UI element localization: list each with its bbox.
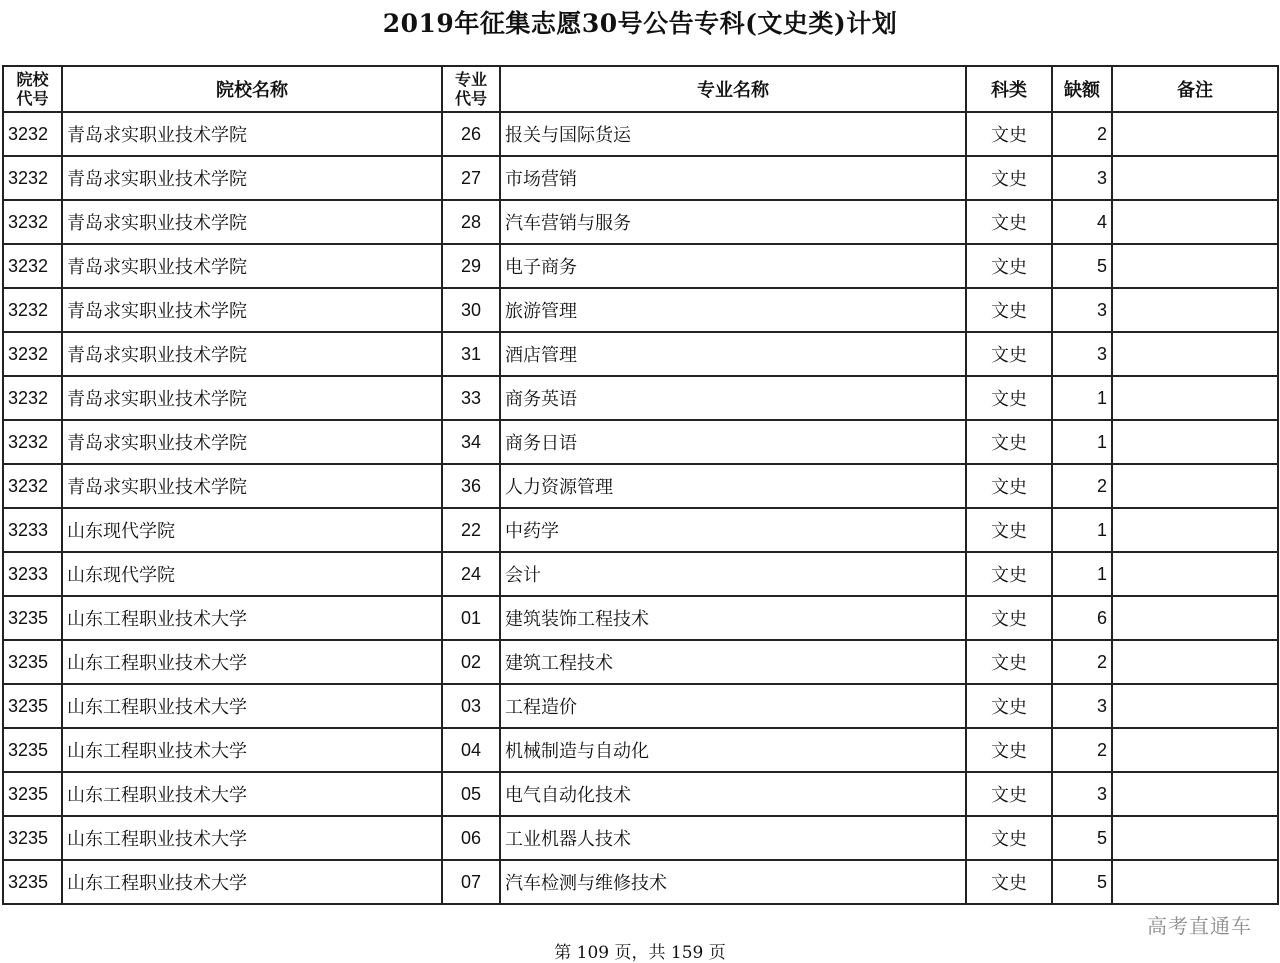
cell-notes: [1112, 772, 1278, 816]
table-row: [3, 420, 1278, 464]
cell-vacancies: 4: [1052, 200, 1112, 244]
header-notes: 备注: [1112, 66, 1278, 112]
cell-category: 文史: [966, 508, 1052, 552]
cell-school-name: 青岛求实职业技术学院: [62, 332, 442, 376]
cell-vacancies: 1: [1052, 508, 1112, 552]
cell-school-code: 3232: [3, 376, 62, 420]
cell-major-code: 22: [442, 508, 500, 552]
cell-notes: [1112, 596, 1278, 640]
cell-vacancies: 1: [1052, 376, 1112, 420]
cell-major-code: 26: [442, 112, 500, 156]
header-row: [3, 66, 1278, 112]
enrollment-plan-table: [2, 65, 1279, 905]
table-row: [3, 156, 1278, 200]
cell-vacancies: 1: [1052, 552, 1112, 596]
cell-notes: [1112, 684, 1278, 728]
cell-category: 文史: [966, 332, 1052, 376]
cell-major-name: 汽车检测与维修技术: [500, 860, 966, 904]
cell-school-code: 3232: [3, 420, 62, 464]
cell-category: 文史: [966, 728, 1052, 772]
cell-vacancies: 2: [1052, 728, 1112, 772]
cell-vacancies: 3: [1052, 288, 1112, 332]
table-row: [3, 552, 1278, 596]
cell-category: 文史: [966, 156, 1052, 200]
cell-school-name: 山东现代学院: [62, 552, 442, 596]
cell-major-code: 02: [442, 640, 500, 684]
cell-school-name: 青岛求实职业技术学院: [62, 112, 442, 156]
cell-school-code: 3232: [3, 112, 62, 156]
cell-vacancies: 5: [1052, 860, 1112, 904]
cell-school-code: 3235: [3, 640, 62, 684]
cell-major-code: 31: [442, 332, 500, 376]
cell-notes: [1112, 244, 1278, 288]
cell-notes: [1112, 552, 1278, 596]
cell-major-code: 27: [442, 156, 500, 200]
cell-school-name: 山东工程职业技术大学: [62, 860, 442, 904]
header-major-code-line2: 代号: [454, 89, 487, 108]
table-row: [3, 860, 1278, 904]
cell-school-name: 青岛求实职业技术学院: [62, 464, 442, 508]
cell-notes: [1112, 508, 1278, 552]
cell-major-code: 33: [442, 376, 500, 420]
table-row: [3, 772, 1278, 816]
cell-category: 文史: [966, 464, 1052, 508]
cell-major-name: 会计: [500, 552, 966, 596]
cell-school-code: 3232: [3, 156, 62, 200]
cell-major-name: 电气自动化技术: [500, 772, 966, 816]
cell-school-name: 山东工程职业技术大学: [62, 684, 442, 728]
header-school-name: 院校名称: [62, 66, 442, 112]
cell-notes: [1112, 376, 1278, 420]
cell-major-name: 工业机器人技术: [500, 816, 966, 860]
cell-major-name: 汽车营销与服务: [500, 200, 966, 244]
cell-school-code: 3232: [3, 332, 62, 376]
watermark: 高考直通车: [1147, 914, 1252, 938]
cell-major-name: 旅游管理: [500, 288, 966, 332]
cell-vacancies: 5: [1052, 816, 1112, 860]
cell-category: 文史: [966, 640, 1052, 684]
cell-category: 文史: [966, 816, 1052, 860]
cell-major-name: 商务日语: [500, 420, 966, 464]
cell-category: 文史: [966, 684, 1052, 728]
cell-major-code: 36: [442, 464, 500, 508]
cell-category: 文史: [966, 376, 1052, 420]
header-major-code-line1: 专业: [454, 70, 487, 89]
table-row: [3, 596, 1278, 640]
cell-category: 文史: [966, 200, 1052, 244]
cell-notes: [1112, 332, 1278, 376]
cell-notes: [1112, 464, 1278, 508]
cell-school-code: 3233: [3, 552, 62, 596]
cell-school-name: 青岛求实职业技术学院: [62, 376, 442, 420]
table-row: [3, 508, 1278, 552]
cell-major-name: 酒店管理: [500, 332, 966, 376]
cell-school-name: 山东工程职业技术大学: [62, 640, 442, 684]
header-major-name: 专业名称: [500, 66, 966, 112]
cell-school-name: 青岛求实职业技术学院: [62, 156, 442, 200]
cell-major-name: 市场营销: [500, 156, 966, 200]
cell-vacancies: 3: [1052, 156, 1112, 200]
header-category: 科类: [966, 66, 1052, 112]
cell-major-code: 04: [442, 728, 500, 772]
cell-notes: [1112, 156, 1278, 200]
cell-school-code: 3233: [3, 508, 62, 552]
table-row: [3, 816, 1278, 860]
cell-category: 文史: [966, 112, 1052, 156]
cell-category: 文史: [966, 288, 1052, 332]
table-row: [3, 200, 1278, 244]
cell-major-code: 01: [442, 596, 500, 640]
cell-major-name: 建筑装饰工程技术: [500, 596, 966, 640]
header-school-code: [3, 66, 62, 112]
cell-notes: [1112, 112, 1278, 156]
cell-school-name: 青岛求实职业技术学院: [62, 244, 442, 288]
cell-school-code: 3232: [3, 464, 62, 508]
cell-major-code: 03: [442, 684, 500, 728]
cell-major-code: 07: [442, 860, 500, 904]
cell-vacancies: 2: [1052, 640, 1112, 684]
cell-school-code: 3235: [3, 684, 62, 728]
cell-school-code: 3232: [3, 244, 62, 288]
cell-vacancies: 3: [1052, 332, 1112, 376]
cell-school-name: 山东工程职业技术大学: [62, 816, 442, 860]
cell-school-code: 3235: [3, 772, 62, 816]
table-row: [3, 684, 1278, 728]
cell-major-name: 中药学: [500, 508, 966, 552]
header-vacancies: 缺额: [1052, 66, 1112, 112]
table-row: [3, 244, 1278, 288]
cell-major-name: 工程造价: [500, 684, 966, 728]
cell-school-name: 山东工程职业技术大学: [62, 772, 442, 816]
cell-category: 文史: [966, 244, 1052, 288]
cell-major-name: 报关与国际货运: [500, 112, 966, 156]
table-body: [3, 112, 1278, 904]
table-header: [3, 66, 1278, 112]
cell-major-code: 34: [442, 420, 500, 464]
cell-category: 文史: [966, 596, 1052, 640]
table-row: [3, 640, 1278, 684]
cell-vacancies: 5: [1052, 244, 1112, 288]
header-school-code-line2: 代号: [16, 89, 49, 108]
cell-school-code: 3232: [3, 288, 62, 332]
cell-major-name: 电子商务: [500, 244, 966, 288]
cell-school-name: 青岛求实职业技术学院: [62, 288, 442, 332]
page-footer: 第 109 页，共 159 页: [554, 943, 726, 963]
cell-school-code: 3235: [3, 596, 62, 640]
table-row: [3, 464, 1278, 508]
cell-major-code: 28: [442, 200, 500, 244]
cell-school-code: 3235: [3, 860, 62, 904]
cell-notes: [1112, 288, 1278, 332]
cell-major-name: 人力资源管理: [500, 464, 966, 508]
cell-school-name: 青岛求实职业技术学院: [62, 200, 442, 244]
cell-major-code: 24: [442, 552, 500, 596]
cell-school-code: 3235: [3, 816, 62, 860]
cell-category: 文史: [966, 860, 1052, 904]
cell-school-name: 山东工程职业技术大学: [62, 596, 442, 640]
header-major-code: [442, 66, 500, 112]
cell-school-code: 3232: [3, 200, 62, 244]
cell-vacancies: 3: [1052, 772, 1112, 816]
page-title: 2019年征集志愿30号公告专科(文史类)计划: [382, 9, 898, 38]
cell-major-name: 商务英语: [500, 376, 966, 420]
table-row: [3, 332, 1278, 376]
cell-major-code: 30: [442, 288, 500, 332]
table-row: [3, 728, 1278, 772]
cell-major-name: 机械制造与自动化: [500, 728, 966, 772]
cell-notes: [1112, 728, 1278, 772]
cell-major-code: 06: [442, 816, 500, 860]
cell-major-name: 建筑工程技术: [500, 640, 966, 684]
cell-major-code: 05: [442, 772, 500, 816]
cell-notes: [1112, 640, 1278, 684]
cell-vacancies: 3: [1052, 684, 1112, 728]
table-row: [3, 288, 1278, 332]
cell-school-code: 3235: [3, 728, 62, 772]
cell-category: 文史: [966, 772, 1052, 816]
cell-major-code: 29: [442, 244, 500, 288]
cell-notes: [1112, 420, 1278, 464]
cell-notes: [1112, 200, 1278, 244]
cell-category: 文史: [966, 552, 1052, 596]
cell-vacancies: 1: [1052, 420, 1112, 464]
cell-vacancies: 2: [1052, 112, 1112, 156]
cell-school-name: 青岛求实职业技术学院: [62, 420, 442, 464]
cell-vacancies: 2: [1052, 464, 1112, 508]
header-school-code-line1: 院校: [16, 70, 49, 89]
cell-notes: [1112, 816, 1278, 860]
table-row: [3, 112, 1278, 156]
cell-school-name: 山东现代学院: [62, 508, 442, 552]
cell-vacancies: 6: [1052, 596, 1112, 640]
cell-category: 文史: [966, 420, 1052, 464]
cell-school-name: 山东工程职业技术大学: [62, 728, 442, 772]
cell-notes: [1112, 860, 1278, 904]
table-row: [3, 376, 1278, 420]
